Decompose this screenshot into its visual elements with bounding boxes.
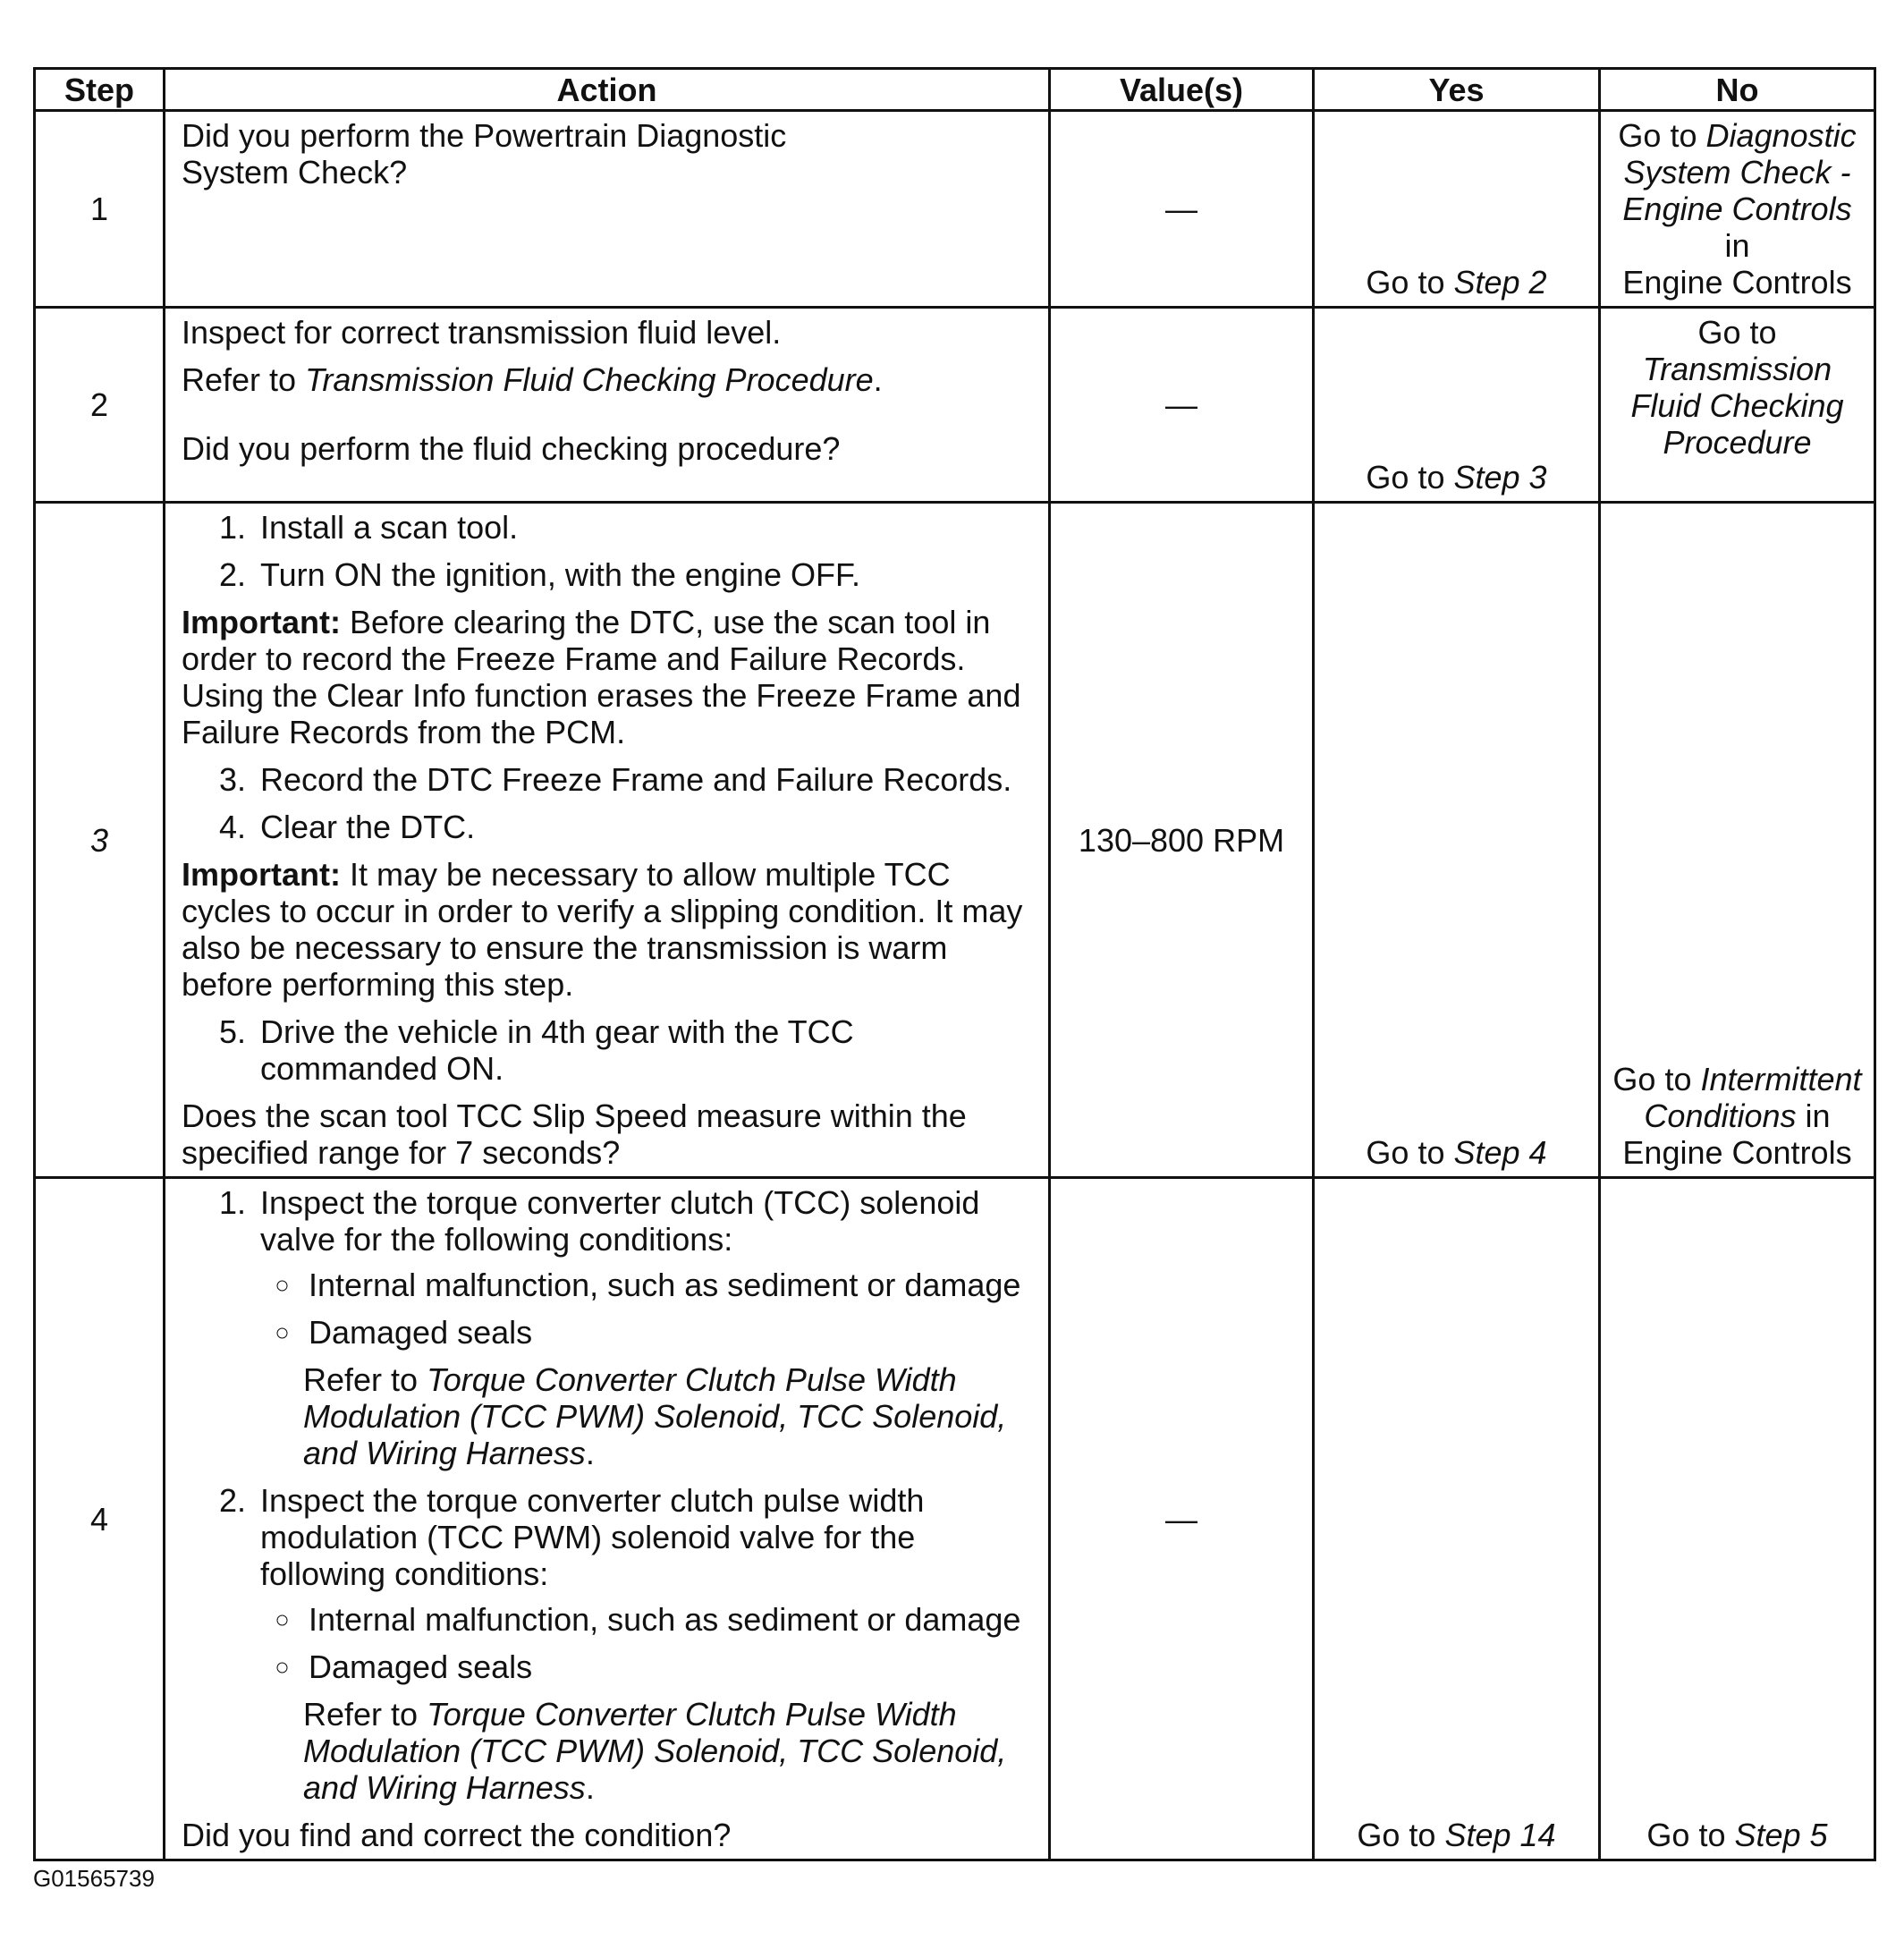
figure-id: G01565739: [33, 1865, 155, 1892]
list-item: 2. Turn ON the ignition, with the engine OFF.: [255, 556, 1032, 593]
step-number: 1: [35, 111, 165, 308]
no-link[interactable]: Transmission Fluid Checking Procedure: [1630, 351, 1844, 461]
yes-prefix: Go to: [1357, 1817, 1445, 1853]
yes-prefix: Go to: [1366, 264, 1454, 301]
value-cell: [1050, 503, 1314, 1178]
list-item: 1. Inspect the torque converter clutch (TCC) solenoid valve for the following conditions: ◦ Internal malfunction, such as sediment or damage ◦ Damaged seals Refer to Torque Converter Clutch Pulse Width Modulation (TCC PWM) Solenoid, TCC Solenoid, and Wiring Harness.: [255, 1184, 1032, 1471]
value-text: —: [1165, 1500, 1197, 1538]
table-row: [35, 503, 1875, 1178]
yes-step-link[interactable]: Step 14: [1444, 1817, 1556, 1853]
header-yes: Yes: [1314, 69, 1600, 111]
list-item: 3. Record the DTC Freeze Frame and Failure Records.: [255, 761, 1032, 798]
no-prefix: Go to: [1618, 117, 1706, 154]
header-step: Step: [35, 69, 165, 111]
no-cell: [1600, 1178, 1875, 1860]
step-number: 3: [35, 503, 165, 1178]
no-link[interactable]: Diagnostic System Check - Engine Controls: [1622, 117, 1857, 227]
value-cell: [1050, 1178, 1314, 1860]
no-suffix: Engine Controls: [1622, 1134, 1852, 1171]
bullet-list: [260, 1267, 1032, 1351]
header-no: No: [1600, 69, 1875, 111]
yes-prefix: Go to: [1366, 1134, 1454, 1171]
action-question: Does the scan tool TCC Slip Speed measure within the specified range for 7 seconds?: [182, 1097, 967, 1171]
no-mid: in: [1796, 1097, 1831, 1134]
step-number: 2: [35, 308, 165, 503]
no-prefix: Go to: [1646, 1817, 1735, 1853]
header-values: Value(s): [1050, 69, 1314, 111]
bullet-item: ◦ Internal malfunction, such as sediment or damage: [303, 1601, 1032, 1638]
value-text: —: [1165, 191, 1197, 227]
action-text: Refer to Transmission Fluid Checking Procedure.: [182, 361, 883, 398]
diagnostic-table: [33, 67, 1876, 1861]
list-item: 4. Clear the DTC.: [255, 809, 1032, 845]
yes-prefix: Go to: [1366, 459, 1454, 496]
table-row: [35, 308, 1875, 503]
reference-note: Refer to Torque Converter Clutch Pulse Width Modulation (TCC PWM) Solenoid, TCC Solenoid, and Wiring Harness.: [303, 1361, 1007, 1471]
no-prefix: Go to: [1697, 314, 1777, 351]
list-item: 2. Inspect the torque converter clutch pulse width modulation (TCC PWM) solenoid valve for the following conditions: ◦ Internal malfunction, such as sediment or damage ◦ Damaged seals Refer to Torque Converter Clutch Pulse Width Modulation (TCC PWM) Solenoid, TCC Solenoid, and Wiring Harness.: [255, 1482, 1032, 1806]
no-link[interactable]: Step 5: [1734, 1817, 1828, 1853]
action-text: System Check?: [182, 154, 408, 191]
action-question: Did you find and correct the condition?: [182, 1817, 732, 1853]
no-prefix: Go to: [1612, 1061, 1701, 1097]
no-suffix: Engine Controls: [1622, 264, 1852, 301]
bullet-item: ◦ Internal malfunction, such as sediment or damage: [303, 1267, 1032, 1303]
header-action: Action: [165, 69, 1050, 111]
list-item: 5. Drive the vehicle in 4th gear with the TCC commanded ON.: [255, 1013, 1032, 1087]
instruction-list: [182, 1013, 1032, 1087]
list-item: 1. Install a scan tool.: [255, 509, 1032, 546]
bullet-item: ◦ Damaged seals: [303, 1648, 1032, 1685]
no-cell: [1600, 308, 1875, 503]
action-text: Did you perform the Powertrain Diagnostic: [182, 117, 787, 154]
reference-link[interactable]: Torque Converter Clutch Pulse Width Modulation (TCC PWM) Solenoid, TCC Solenoid, and Wiring Harness: [303, 1696, 1007, 1806]
no-mid: in: [1724, 227, 1750, 264]
yes-cell: [1314, 308, 1600, 503]
reference-note: Refer to Torque Converter Clutch Pulse Width Modulation (TCC PWM) Solenoid, TCC Solenoid, and Wiring Harness.: [303, 1696, 1007, 1806]
table-row: [35, 111, 1875, 308]
table-row: [35, 1178, 1875, 1860]
no-link[interactable]: Intermittent: [1700, 1061, 1862, 1097]
value-text: 130–800 RPM: [1078, 821, 1285, 859]
important-label: Important:: [182, 604, 341, 640]
value-cell: [1050, 308, 1314, 503]
yes-cell: [1314, 111, 1600, 308]
value-cell: [1050, 111, 1314, 308]
bullet-item: ◦ Damaged seals: [303, 1314, 1032, 1351]
no-link[interactable]: Conditions: [1644, 1097, 1797, 1134]
yes-cell: [1314, 1178, 1600, 1860]
no-cell: [1600, 111, 1875, 308]
important-note: Important: It may be necessary to allow multiple TCC cycles to occur in order to verify a slipping condition. It may also be necessary to ensure the transmission is warm before performing this step.: [182, 856, 1023, 1003]
important-note: Important: Before clearing the DTC, use the scan tool in order to record the Freeze Frame and Failure Records. Using the Clear Info function erases the Freeze Frame and Failure Records from the PCM.: [182, 604, 1021, 750]
action-text: Inspect for correct transmission fluid level.: [182, 314, 782, 351]
instruction-list: [182, 509, 1032, 593]
bullet-list: [260, 1601, 1032, 1685]
yes-step-link[interactable]: Step 2: [1453, 264, 1547, 301]
action-cell: [165, 111, 1050, 308]
value-text: —: [1165, 386, 1197, 423]
action-question: Did you perform the fluid checking procedure?: [182, 430, 841, 467]
action-cell: [165, 503, 1050, 1178]
yes-cell: [1314, 503, 1600, 1178]
no-cell: [1600, 503, 1875, 1178]
action-cell: [165, 308, 1050, 503]
procedure-link[interactable]: Transmission Fluid Checking Procedure: [305, 361, 874, 398]
instruction-list: [182, 1184, 1032, 1806]
instruction-list: [182, 761, 1032, 845]
yes-step-link[interactable]: Step 4: [1453, 1134, 1547, 1171]
action-cell: [165, 1178, 1050, 1860]
step-number: 4: [35, 1178, 165, 1860]
yes-step-link[interactable]: Step 3: [1453, 459, 1547, 496]
header-row: [35, 69, 1875, 111]
reference-link[interactable]: Torque Converter Clutch Pulse Width Modulation (TCC PWM) Solenoid, TCC Solenoid, and Wiring Harness: [303, 1361, 1007, 1471]
important-label: Important:: [182, 856, 341, 893]
